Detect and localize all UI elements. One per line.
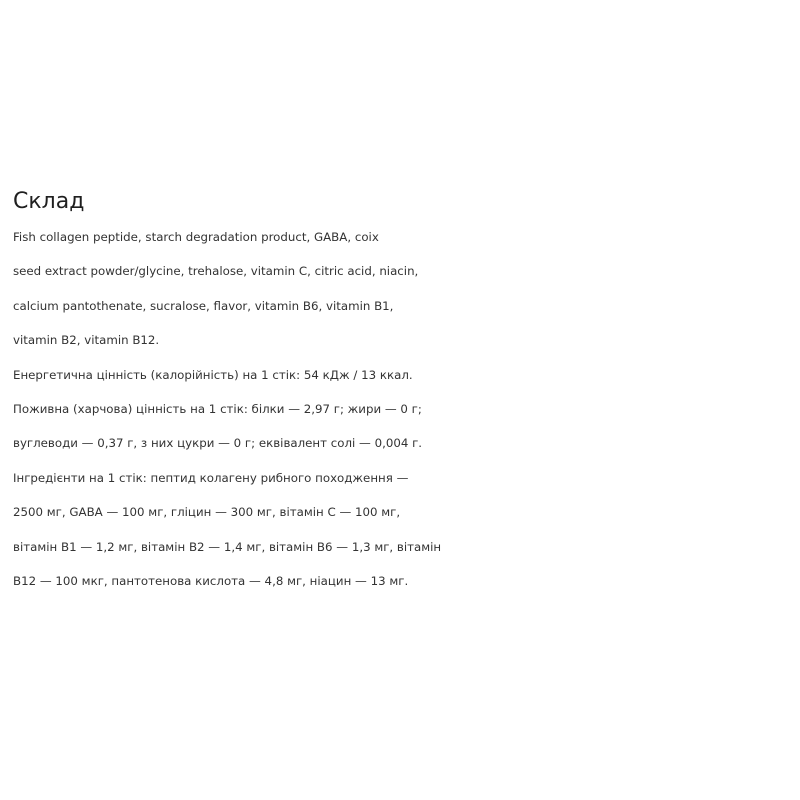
section-heading: Склад [13, 189, 85, 214]
energy-value-line: Енергетична цінність (калорійність) на 1 стік: 54 кДж / 13 ккал. [13, 367, 413, 382]
ingredients-line: 2500 мг, GABA — 100 мг, гліцин — 300 мг, вітамін С — 100 мг, [13, 505, 401, 520]
ingredients-line: В12 — 100 мкг, пантотенова кислота — 4,8 мг, ніацин — 13 мг. [13, 574, 409, 589]
composition-text [13, 220, 793, 598]
text-line: seed extract powder/glycine, trehalose, vitamin C, citric acid, niacin, [13, 264, 419, 279]
nutrition-line: Поживна (харчова) цінність на 1 стік: білки — 2,97 г; жири — 0 г; [13, 402, 422, 417]
ingredients-line: Інгредієнти на 1 стік: пептид колагену рибного походження — [13, 470, 409, 485]
text-line: Fish collagen peptide, starch degradation product, GABA, coix [13, 230, 379, 244]
composition-section [13, 186, 793, 598]
ingredients-line: вітамін В1 — 1,2 мг, вітамін В2 — 1,4 мг, вітамін В6 — 1,3 мг, вітамін [13, 539, 442, 554]
nutrition-line: вуглеводи — 0,37 г, з них цукри — 0 г; еквівалент солі — 0,004 г. [13, 436, 423, 451]
text-line: vitamin B2, vitamin B12. [13, 333, 160, 348]
text-line: calcium pantothenate, sucralose, flavor, vitamin B6, vitamin B1, [13, 298, 394, 313]
